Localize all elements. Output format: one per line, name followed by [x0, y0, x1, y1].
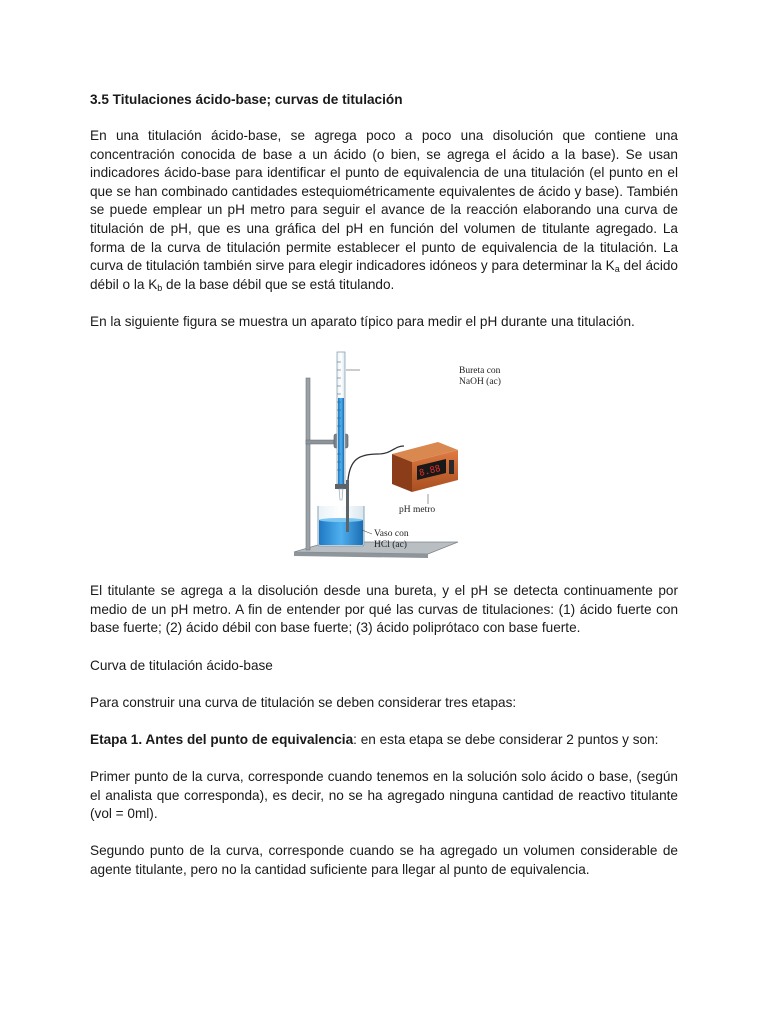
segundo-punto-paragraph: Segundo punto de la curva, corresponde cuando se ha agregado un volumen considerable de agente titulante, pero no la cantidad suficiente para llegar al punto de equivalencia.: [90, 843, 678, 878]
curve-subheading: Curva de titulación ácido-base: [90, 657, 273, 673]
meter-display-readout: 8.88: [418, 464, 442, 480]
ph-meter: [392, 442, 458, 492]
beaker-hcl-solution: [319, 520, 363, 545]
titulante-paragraph: El titulante se agrega a la disolución desde una bureta, y el pH se detecta continuamente por medio de un pH metro. A fin de entender por qué las curvas de titulaciones: (1) ácido fuerte con base fuerte; (2) ácido débil con base fuerte; (3) ácido poliprótaco con base fuerte.: [90, 583, 678, 636]
label-ph-metro: pH metro: [399, 505, 436, 516]
construir-paragraph: Para construir una curva de titulación se deben considerar tres etapas:: [90, 694, 517, 710]
ka-subscript: a: [614, 264, 620, 275]
kb-subscript: b: [157, 282, 163, 293]
intro-paragraph: En una titulación ácido-base, se agrega poco a poco una disolución que contiene una concentración conocida de base a un ácido (o bien, se agrega el ácido a la base). Se usan indicadores ácido-base para identificar el punto de equivalencia de una titulación (el punto en el que se han combinado cantidades estequiométricamente equivalentes de ácido y base). También se puede emplear un pH metro para seguir el avance de la reacción elaborando una curva de titulación de pH, que es una gráfica del pH en función del volumen de titulante agregado. La forma de la curva de titulación permite establecer el punto de equivalencia de la titulación. La curva de titulación también sirve para elegir indicadores idóneos y para determinar la $K_a$ del ácido débil o la $K_b$ de la base débil que se está titulando.: [90, 128, 678, 293]
burette-naoh-solution: [338, 398, 344, 484]
ph-electrode: [346, 480, 349, 532]
titration-figure: [90, 350, 678, 564]
document-content: [90, 91, 678, 898]
primer-punto-paragraph: Primer punto de la curva, corresponde cuando tenemos en la solución solo ácido o base, (según el analista que corresponda), es decir, no se ha agregado ninguna cantidad de reactivo titulante (vol = 0ml).: [90, 769, 678, 822]
stand-rod: [306, 378, 310, 550]
section-heading: 3.5 Titulaciones ácido-base; curvas de titulación: [90, 92, 403, 107]
etapa1-paragraph: Etapa 1. Antes del punto de equivalencia: en esta etapa se debe considerar 2 puntos y son:: [90, 731, 659, 747]
label-vaso: Vaso con HCl (ac): [374, 529, 409, 550]
label-bureta: Bureta con NaOH (ac): [459, 366, 501, 387]
etapa1-title: Etapa 1. Antes del punto de equivalencia: [90, 731, 354, 747]
burette-stopcock: [335, 484, 347, 489]
figure-intro-paragraph: En la siguiente figura se muestra un aparato típico para medir el pH durante una titulación.: [90, 313, 635, 329]
